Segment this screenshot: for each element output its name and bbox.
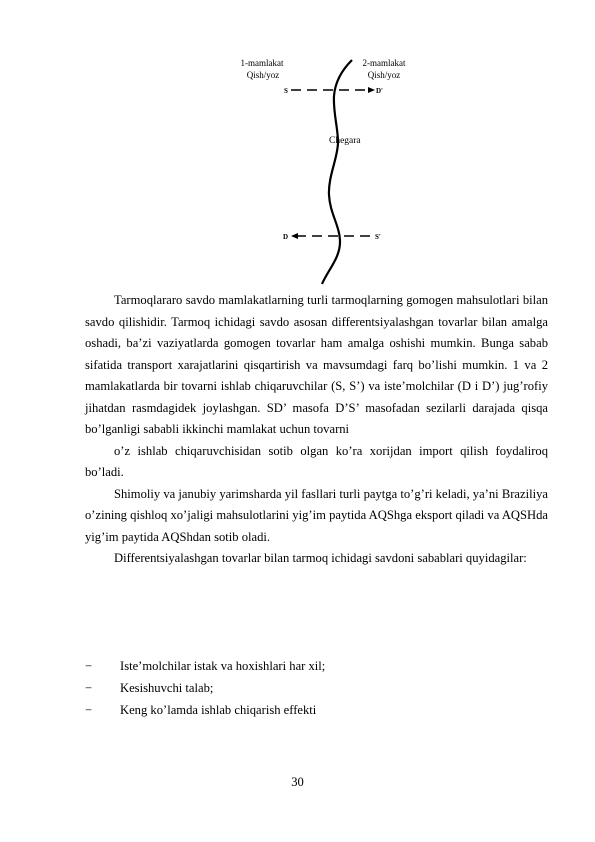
- page-number: 30: [291, 775, 304, 789]
- bullet-text: Iste’molchilar istak va hoxishlari har xil;: [120, 659, 326, 673]
- country1-season-label: Qish/yoz: [246, 70, 280, 80]
- bullet-text: Keng ko’lamda ishlab chiqarish effekti: [120, 703, 317, 717]
- border-line: [322, 60, 352, 284]
- country2-label: 2-mamlakat: [362, 58, 406, 68]
- country2-season-label: Qish/yoz: [367, 70, 401, 80]
- arrow-right-head: [368, 87, 375, 93]
- d-prime-label: D': [376, 87, 383, 95]
- bullet-marker: −: [85, 681, 93, 695]
- s-prime-label: S': [375, 233, 381, 241]
- body-text: [85, 290, 548, 570]
- s-label: S: [284, 87, 288, 95]
- paragraph-1: Tarmoqlararo savdo mamlakatlarning turli tarmoqlarning gomogen mahsulotlari bilan savdo qilishidir. Tarmoq ichidagi savdo asosan differentsiyalashgan tovarlar bilan amalga oshadi, ba’zi vaziyatlarda gomogen tovarlar ham amalga oshishi mumkin. Bunga sabab sifatida transport xarajatlarini qisqartirish va mavsumdagi farq bo’lishi mumkin. 1 va 2 mamlakatlarda bir tovarni ishlab chiqaruvchilar (S, S’) va iste’molchilar (D i D’) jug’rofiy jihatdan rasmdagidek joylashgan. SD’ masofa D’S’ masofadan sezilarli darajada qisqa bo’lganligi sababli ikkinchi mamlakat uchun tovarni: [85, 293, 548, 436]
- border-label: Chegara: [329, 136, 361, 146]
- paragraph-3: Shimoliy va janubiy yarimsharda yil fasllari turli paytga to’g’ri keladi, ya’ni Braziliya o’zining qishloq xo’jaligi mahsulotlarini yig’im paytida AQShga eksport qiladi va AQSHda yig’im paytida AQShdan sotib oladi.: [85, 486, 548, 544]
- d-label: D: [283, 233, 289, 241]
- country1-label: 1-mamlakat: [240, 58, 284, 68]
- bullet-text: Kesishuvchi talab;: [120, 681, 214, 695]
- border-trade-figure: [0, 0, 595, 290]
- paragraph-2: o’z ishlab chiqaruvchisidan sotib olgan ko’ra xorijdan import qilish foydaliroq bo’ladi.: [85, 443, 548, 479]
- bullet-marker: −: [85, 659, 93, 673]
- bullet-marker: −: [85, 703, 93, 717]
- paragraph-4: Differentsiyalashgan tovarlar bilan tarmoq ichidagi savdoni sabablari quyidagilar:: [114, 551, 527, 565]
